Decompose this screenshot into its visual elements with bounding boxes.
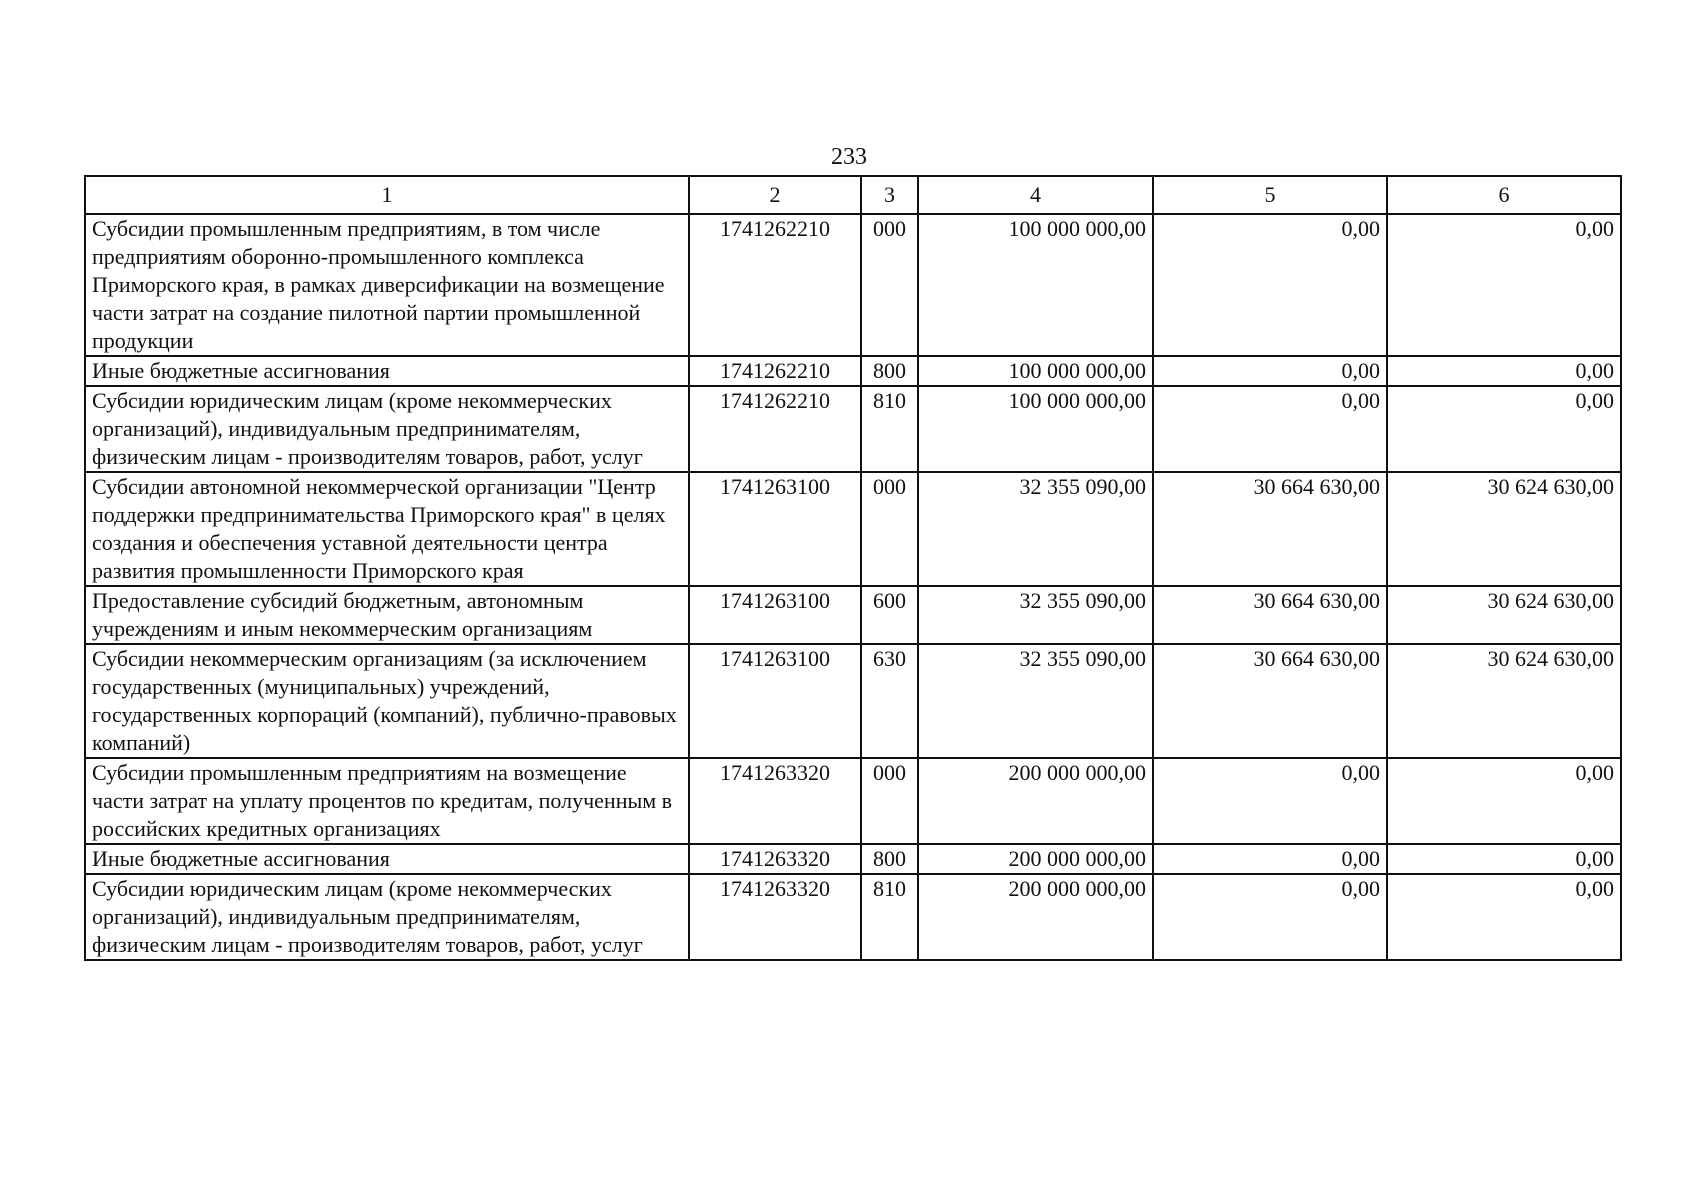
row-value-5: 30 664 630,00 [1153, 472, 1387, 586]
header-col-4: 4 [918, 176, 1153, 214]
row-code: 1741263320 [689, 844, 861, 874]
table-row [85, 758, 1621, 844]
row-value-4: 32 355 090,00 [918, 586, 1153, 644]
row-value-4: 100 000 000,00 [918, 386, 1153, 472]
row-code: 1741263100 [689, 586, 861, 644]
row-name: Субсидии юридическим лицам (кроме некоммерческих организаций), индивидуальным предпринимателям, физическим лицам - производителям товаров, работ, услуг [85, 874, 689, 960]
row-value-5: 30 664 630,00 [1153, 644, 1387, 758]
table-row [85, 844, 1621, 874]
row-value-5: 0,00 [1153, 214, 1387, 356]
row-name: Субсидии юридическим лицам (кроме некоммерческих организаций), индивидуальным предпринимателям, физическим лицам - производителям товаров, работ, услуг [85, 386, 689, 472]
header-col-5: 5 [1153, 176, 1387, 214]
row-name: Субсидии автономной некоммерческой организации "Центр поддержки предпринимательства Приморского края" в целях создания и обеспечения уставной деятельности центра развития промышленности Приморского края [85, 472, 689, 586]
row-value-5: 0,00 [1153, 874, 1387, 960]
row-name: Предоставление субсидий бюджетным, автономным учреждениям и иным некоммерческим организациям [85, 586, 689, 644]
row-value-6: 0,00 [1387, 214, 1621, 356]
row-code: 1741263320 [689, 874, 861, 960]
row-name: Субсидии промышленным предприятиям на возмещение части затрат на уплату процентов по кредитам, полученным в российских кредитных организациях [85, 758, 689, 844]
row-code: 1741263100 [689, 472, 861, 586]
row-value-5: 0,00 [1153, 844, 1387, 874]
row-code: 1741262210 [689, 356, 861, 386]
row-value-5: 30 664 630,00 [1153, 586, 1387, 644]
row-type: 630 [861, 644, 918, 758]
header-col-3: 3 [861, 176, 918, 214]
row-type: 000 [861, 758, 918, 844]
row-type: 800 [861, 356, 918, 386]
row-name: Иные бюджетные ассигнования [85, 844, 689, 874]
row-value-4: 200 000 000,00 [918, 758, 1153, 844]
row-value-5: 0,00 [1153, 758, 1387, 844]
row-code: 1741262210 [689, 214, 861, 356]
row-value-4: 32 355 090,00 [918, 644, 1153, 758]
row-type: 600 [861, 586, 918, 644]
row-value-6: 30 624 630,00 [1387, 644, 1621, 758]
row-value-4: 100 000 000,00 [918, 214, 1153, 356]
table-row [85, 586, 1621, 644]
row-value-4: 200 000 000,00 [918, 844, 1153, 874]
row-value-5: 0,00 [1153, 386, 1387, 472]
budget-table [84, 175, 1622, 961]
row-value-6: 0,00 [1387, 874, 1621, 960]
row-value-4: 32 355 090,00 [918, 472, 1153, 586]
header-col-1: 1 [85, 176, 689, 214]
row-code: 1741263320 [689, 758, 861, 844]
table-row [85, 386, 1621, 472]
table-row [85, 874, 1621, 960]
row-value-6: 0,00 [1387, 758, 1621, 844]
header-col-6: 6 [1387, 176, 1621, 214]
row-value-5: 0,00 [1153, 356, 1387, 386]
row-name: Субсидии промышленным предприятиям, в том числе предприятиям оборонно-промышленного комплекса Приморского края, в рамках диверсификации на возмещение части затрат на создание пилотной партии промышленной продукции [85, 214, 689, 356]
row-name: Иные бюджетные ассигнования [85, 356, 689, 386]
row-value-4: 100 000 000,00 [918, 356, 1153, 386]
page-number: 233 [831, 144, 867, 170]
row-type: 000 [861, 214, 918, 356]
row-type: 800 [861, 844, 918, 874]
row-value-6: 30 624 630,00 [1387, 472, 1621, 586]
table-row [85, 644, 1621, 758]
table-row [85, 214, 1621, 356]
row-name: Субсидии некоммерческим организациям (за исключением государственных (муниципальных) учреждений, государственных корпораций (компаний), публично-правовых компаний) [85, 644, 689, 758]
row-value-4: 200 000 000,00 [918, 874, 1153, 960]
row-value-6: 30 624 630,00 [1387, 586, 1621, 644]
row-code: 1741262210 [689, 386, 861, 472]
header-col-2: 2 [689, 176, 861, 214]
row-value-6: 0,00 [1387, 356, 1621, 386]
row-type: 810 [861, 874, 918, 960]
row-code: 1741263100 [689, 644, 861, 758]
row-type: 000 [861, 472, 918, 586]
row-value-6: 0,00 [1387, 844, 1621, 874]
header-row [85, 176, 1621, 214]
row-value-6: 0,00 [1387, 386, 1621, 472]
table-row [85, 472, 1621, 586]
table-row [85, 356, 1621, 386]
row-type: 810 [861, 386, 918, 472]
